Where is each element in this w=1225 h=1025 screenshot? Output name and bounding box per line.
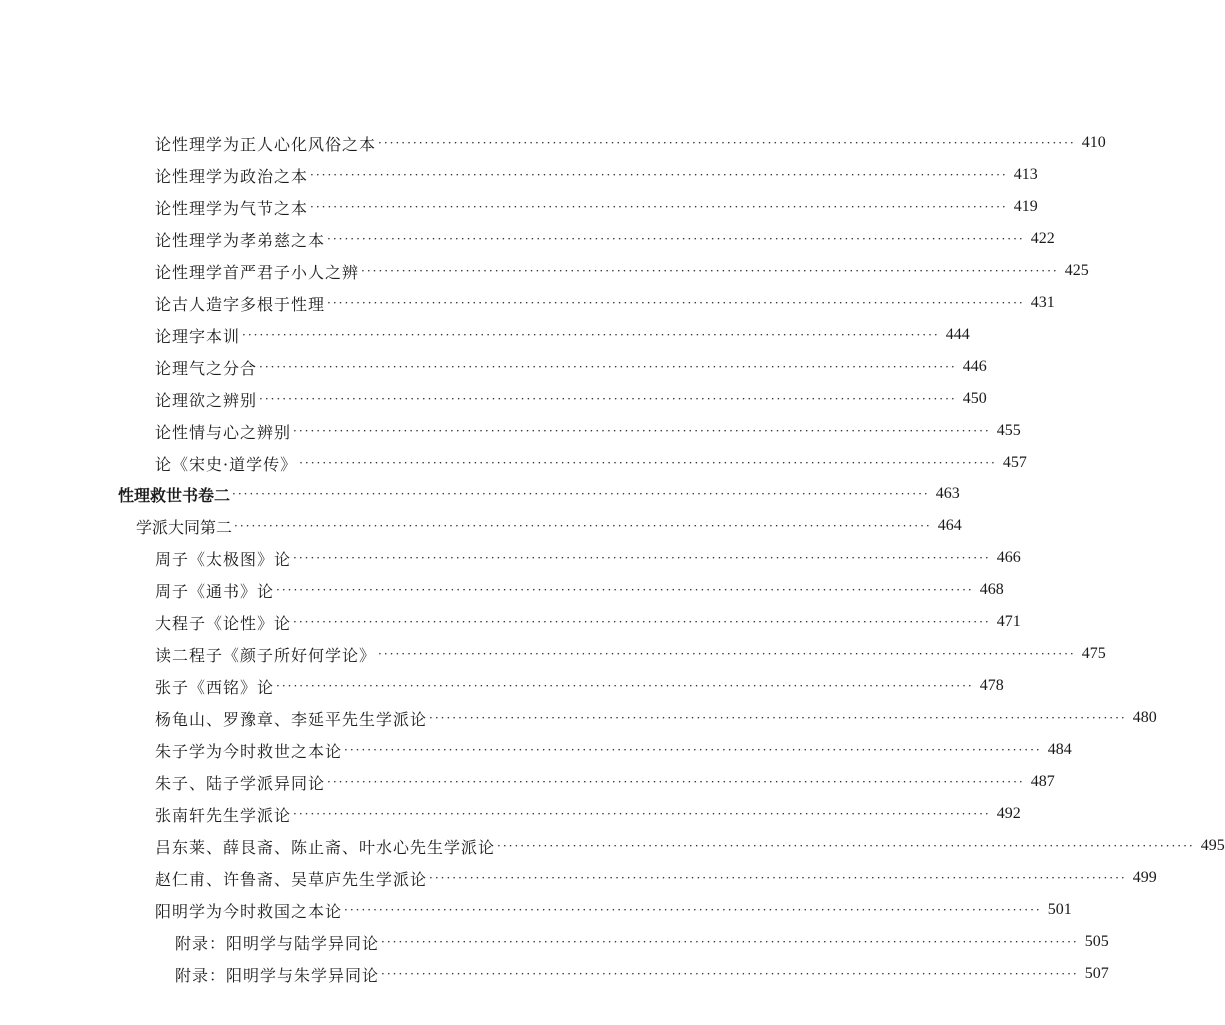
toc-entry-page-number: 492: [996, 805, 1021, 822]
toc-entry-page-number: 505: [1084, 933, 1109, 950]
dot-leader: ························································································································: [327, 296, 1025, 310]
toc-entry-page-number: 455: [996, 422, 1021, 439]
toc-entry-title: 论古人造字多根于性理: [155, 294, 326, 314]
toc-entry-title: 论性理学为政治之本: [155, 166, 309, 186]
toc-entry-title: 论性理学为正人心化风俗之本: [155, 134, 377, 154]
toc-entry-title: 附录：阳明学与陆学异同论: [175, 933, 380, 953]
dot-leader: ························································································································: [378, 647, 1076, 661]
dot-leader: ························································································································: [378, 136, 1076, 150]
toc-entry[interactable]: [155, 704, 1157, 732]
toc-entry-title: 学派大同第二: [136, 517, 233, 537]
toc-entry-title: 论理字本训: [155, 326, 241, 346]
toc-entry-title: 大程子《论性》论: [155, 613, 292, 633]
toc-entry-page-number: 487: [1030, 773, 1055, 790]
toc-entry-page-number: 499: [1132, 869, 1157, 886]
toc-entry-title: 杨龟山、罗豫章、李延平先生学派论: [155, 709, 428, 729]
dot-leader: ························································································································: [429, 711, 1127, 725]
dot-leader: ························································································································: [497, 839, 1195, 853]
toc-entry[interactable]: [155, 576, 1004, 604]
toc-entry[interactable]: [155, 417, 1021, 445]
toc-entry[interactable]: [136, 512, 962, 540]
dot-leader: ························································································································: [232, 487, 930, 501]
dot-leader: ························································································································: [293, 551, 991, 565]
toc-entry[interactable]: [155, 257, 1089, 285]
toc-entry[interactable]: [155, 864, 1157, 892]
toc-entry-title: 论《宋史·道学传》: [155, 454, 298, 474]
toc-entry-page-number: 507: [1084, 965, 1109, 982]
toc-entry-page-number: 431: [1030, 294, 1055, 311]
toc-entry-page-number: 413: [1013, 166, 1038, 183]
toc-entry-page-number: 446: [962, 358, 987, 375]
dot-leader: ························································································································: [293, 807, 991, 821]
toc-entry-page-number: 484: [1047, 741, 1072, 758]
toc-entry-title: 阳明学为今时救国之本论: [155, 901, 343, 921]
toc-entry[interactable]: [155, 768, 1055, 796]
toc-entry-page-number: 425: [1064, 262, 1089, 279]
toc-entry-page-number: 450: [962, 390, 987, 407]
dot-leader: ························································································································: [276, 679, 974, 693]
toc-entry[interactable]: [155, 161, 1038, 189]
toc-entry-page-number: 480: [1132, 709, 1157, 726]
dot-leader: ························································································································: [310, 168, 1008, 182]
toc-entry-title: 朱子、陆子学派异同论: [155, 773, 326, 793]
dot-leader: ························································································································: [344, 903, 1042, 917]
toc-entry[interactable]: [155, 736, 1072, 764]
toc-entry-title: 赵仁甫、许鲁斋、吴草庐先生学派论: [155, 869, 428, 889]
toc-entry[interactable]: [175, 960, 1109, 988]
toc-entry-page-number: 495: [1200, 837, 1225, 854]
toc-entry-page-number: 410: [1081, 134, 1106, 151]
toc-entry[interactable]: [155, 672, 1004, 700]
toc-entry[interactable]: [155, 832, 1225, 860]
toc-entry[interactable]: [155, 193, 1038, 221]
toc-entry[interactable]: [118, 480, 960, 508]
toc-entry[interactable]: [155, 385, 987, 413]
toc-entry-page-number: 471: [996, 613, 1021, 630]
dot-leader: ························································································································: [293, 424, 991, 438]
toc-entry[interactable]: [155, 608, 1021, 636]
toc-entry[interactable]: [155, 353, 987, 381]
toc-entry[interactable]: [155, 640, 1106, 668]
dot-leader: ························································································································: [327, 232, 1025, 246]
toc-entry-title: 论理欲之辨别: [155, 390, 258, 410]
toc-entry-title: 周子《通书》论: [155, 581, 275, 601]
dot-leader: ························································································································: [259, 360, 957, 374]
toc-entry-page-number: 444: [945, 326, 970, 343]
toc-entry-page-number: 463: [935, 485, 960, 502]
dot-leader: ························································································································: [234, 519, 932, 533]
toc-entry-page-number: 468: [979, 581, 1004, 598]
toc-entry-page-number: 466: [996, 549, 1021, 566]
toc-entry-title: 论性理学为孝弟慈之本: [155, 230, 326, 250]
toc-entry-title: 性理救世书卷二: [118, 485, 231, 505]
dot-leader: ························································································································: [344, 743, 1042, 757]
toc-entry-page-number: 501: [1047, 901, 1072, 918]
toc-entry[interactable]: [155, 544, 1021, 572]
toc-entry[interactable]: [155, 321, 970, 349]
dot-leader: ························································································································: [276, 583, 974, 597]
toc-entry-page-number: 457: [1002, 454, 1027, 471]
dot-leader: ························································································································: [299, 456, 997, 470]
toc-entry-title: 论性理学为气节之本: [155, 198, 309, 218]
toc-entry[interactable]: [155, 800, 1021, 828]
dot-leader: ························································································································: [259, 392, 957, 406]
toc-entry-title: 附录：阳明学与朱学异同论: [175, 965, 380, 985]
toc-entry-page-number: 419: [1013, 198, 1038, 215]
dot-leader: ························································································································: [327, 775, 1025, 789]
toc-entry-title: 论性理学首严君子小人之辨: [155, 262, 360, 282]
dot-leader: ························································································································: [242, 328, 940, 342]
toc-entry[interactable]: [155, 129, 1106, 157]
toc-entry-page-number: 422: [1030, 230, 1055, 247]
toc-entry-page-number: 464: [937, 517, 962, 534]
dot-leader: ························································································································: [429, 871, 1127, 885]
toc-entry-page-number: 475: [1081, 645, 1106, 662]
toc-entry[interactable]: [155, 896, 1072, 924]
toc-entry-title: 朱子学为今时救世之本论: [155, 741, 343, 761]
toc-entry[interactable]: [155, 289, 1055, 317]
toc-entry-title: 论性情与心之辨别: [155, 422, 292, 442]
toc-entry-title: 张子《西铭》论: [155, 677, 275, 697]
toc-entry[interactable]: [155, 449, 1027, 477]
dot-leader: ························································································································: [310, 200, 1008, 214]
dot-leader: ························································································································: [361, 264, 1059, 278]
toc-entry-page-number: 478: [979, 677, 1004, 694]
toc-entry-title: 论理气之分合: [155, 358, 258, 378]
toc-entry[interactable]: [155, 225, 1055, 253]
dot-leader: ························································································································: [381, 967, 1079, 981]
dot-leader: ························································································································: [293, 615, 991, 629]
dot-leader: ························································································································: [381, 935, 1079, 949]
toc-entry[interactable]: [175, 928, 1109, 956]
toc-entry-title: 读二程子《颜子所好何学论》: [155, 645, 377, 665]
toc-entry-title: 吕东莱、薛艮斋、陈止斋、叶水心先生学派论: [155, 837, 496, 857]
toc-entry-title: 周子《太极图》论: [155, 549, 292, 569]
toc-entry-title: 张南轩先生学派论: [155, 805, 292, 825]
